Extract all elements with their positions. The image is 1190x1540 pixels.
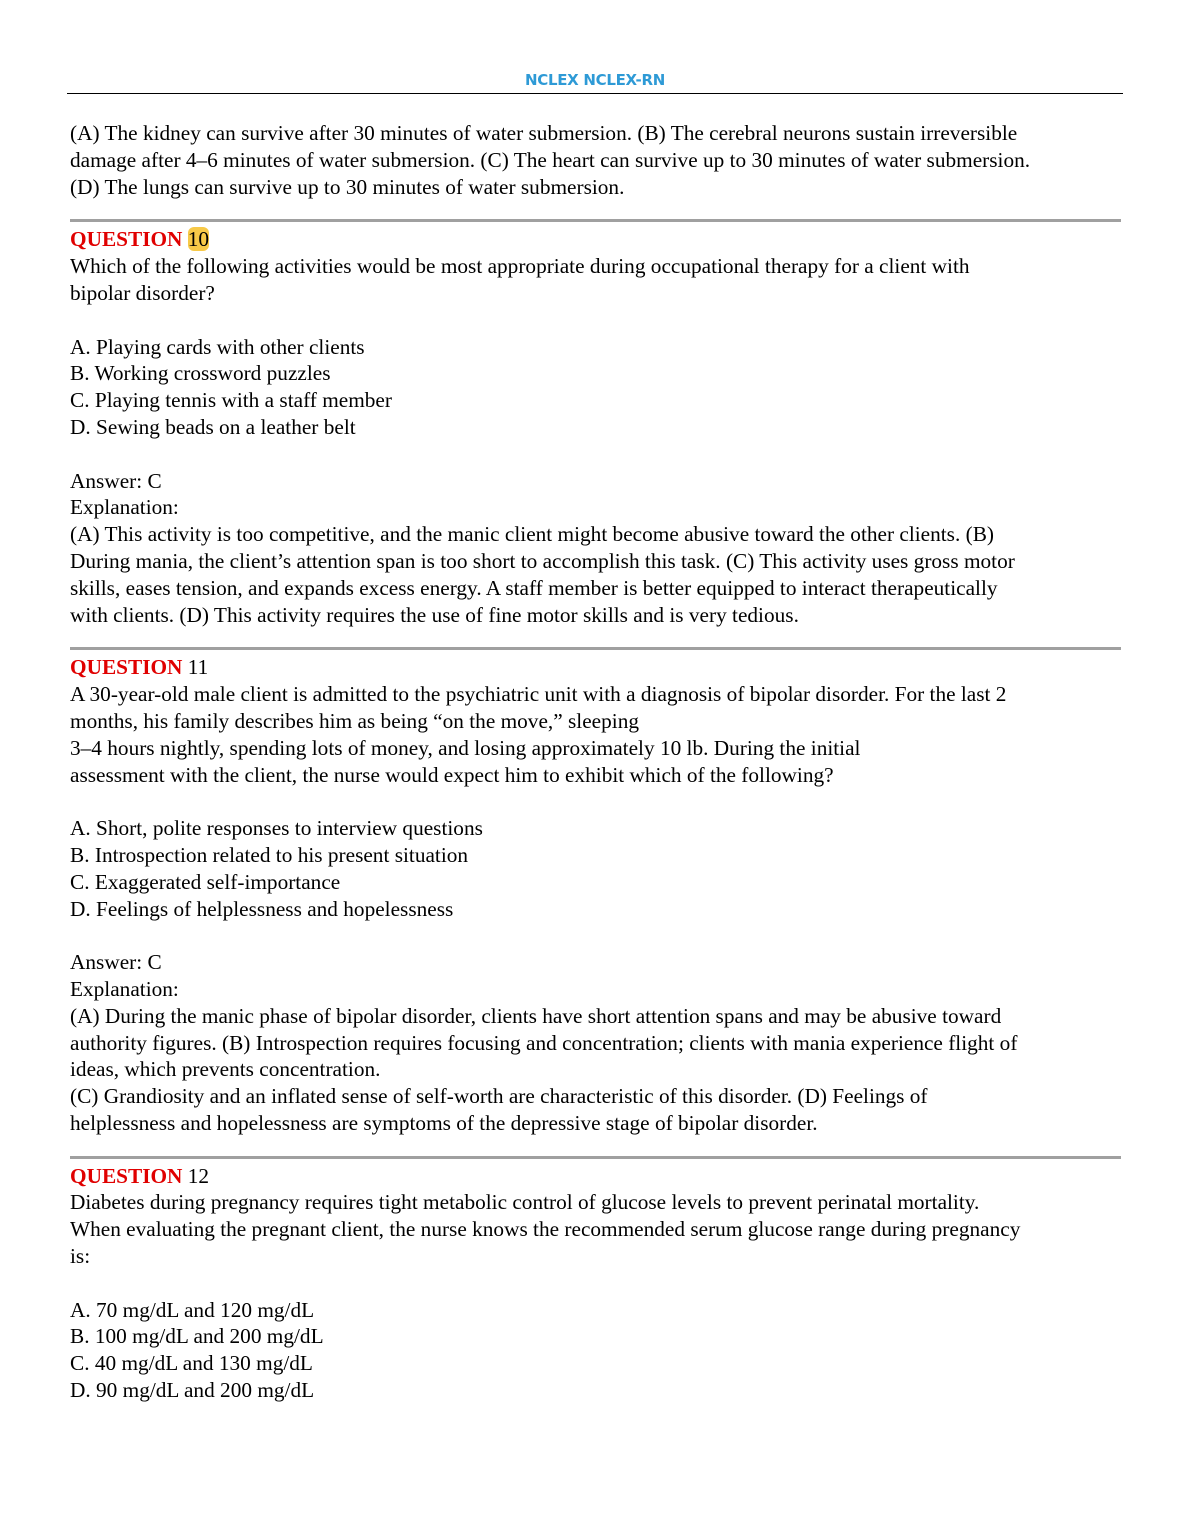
explanation-line: (C) Grandiosity and an inflated sense of self-worth are characteristic of this disorder. (D) Feelings of: [70, 1084, 928, 1109]
explanation-line: with clients. (D) This activity requires the use of fine motor skills and is very tedious.: [70, 602, 799, 627]
explanation-line: ideas, which prevents concentration.: [70, 1057, 381, 1082]
answer-option-line: A. Playing cards with other clients: [70, 334, 365, 359]
answer-option-line: B. Working crossword puzzles: [70, 361, 331, 386]
answer-option-line: B. 100 mg/dL and 200 mg/dL: [70, 1324, 324, 1349]
question-title: [70, 1163, 1150, 1190]
question-text-line: assessment with the client, the nurse would expect him to exhibit which of the following?: [70, 762, 834, 787]
question-label: QUESTION: [70, 655, 183, 680]
question-text-line: When evaluating the pregnant client, the nurse knows the recommended serum glucose range during pregnancy: [70, 1217, 1021, 1242]
explanation-line: authority figures. (B) Introspection requires focusing and concentration; clients with mania experience flight of: [70, 1030, 1018, 1055]
explanation-line: During mania, the client’s attention span is too short to accomplish this task. (C) This activity uses gross motor: [70, 548, 1015, 573]
question-text: [70, 1189, 1150, 1269]
section-divider: [70, 1156, 1121, 1159]
question-label: QUESTION: [70, 1163, 183, 1188]
explanation-line: (D) The lungs can survive up to 30 minutes of water submersion.: [70, 174, 625, 199]
question-text-line: A 30-year-old male client is admitted to the psychiatric unit with a diagnosis of bipolar disorder. For the last 2: [70, 682, 1007, 707]
explanation-label: Explanation:: [70, 495, 179, 520]
explanation-line: (A) The kidney can survive after 30 minutes of water submersion. (B) The cerebral neurons sustain irreversible: [70, 121, 1018, 145]
answer-block: [70, 949, 1150, 1137]
question-label: QUESTION: [70, 227, 183, 252]
answer-option: [70, 815, 1150, 922]
answer-option: [70, 334, 1150, 441]
explanation-line: skills, eases tension, and expands excess energy. A staff member is better equipped to interact therapeutically: [70, 575, 998, 600]
explanation-label: Explanation:: [70, 976, 179, 1001]
answer-option-line: C. Exaggerated self-importance: [70, 869, 341, 894]
document-body: [70, 120, 1150, 1404]
section-divider: [70, 647, 1121, 650]
explanation-line: (A) During the manic phase of bipolar disorder, clients have short attention spans and may be abusive toward: [70, 1003, 1002, 1028]
answer-key: Answer: C: [70, 468, 162, 493]
question-number: 10: [187, 227, 210, 252]
answer-option-line: D. Sewing beads on a leather belt: [70, 414, 356, 439]
question-title: [70, 226, 1150, 253]
question-title: [70, 654, 1150, 681]
answer-key: Answer: C: [70, 950, 162, 975]
explanation-line: helplessness and hopelessness are symptoms of the depressive stage of bipolar disorder.: [70, 1110, 818, 1135]
answer-option-line: D. Feelings of helplessness and hopelessness: [70, 896, 454, 921]
header-rule: [67, 93, 1123, 94]
section-divider: [70, 219, 1121, 222]
question-text-line: is:: [70, 1244, 91, 1269]
document-header: NCLEX NCLEX-RN: [525, 71, 665, 89]
explanation: [70, 120, 1150, 200]
question-text: [70, 253, 1150, 307]
explanation-line: (A) This activity is too competitive, and the manic client might become abusive toward the other clients. (B): [70, 522, 995, 547]
question-number: 12: [187, 1163, 210, 1188]
answer-option-line: A. Short, polite responses to interview questions: [70, 816, 483, 841]
answer-block: [70, 468, 1150, 629]
answer-option-line: B. Introspection related to his present situation: [70, 842, 469, 867]
question-text-line: Diabetes during pregnancy requires tight metabolic control of glucose levels to prevent perinatal mortality.: [70, 1190, 980, 1215]
question-text-line: Which of the following activities would be most appropriate during occupational therapy for a client with: [70, 254, 970, 279]
explanation: [70, 521, 1150, 628]
question-text-line: months, his family describes him as being “on the move,” sleeping: [70, 708, 639, 733]
answer-option-line: C. Playing tennis with a staff member: [70, 388, 392, 413]
question-text-line: bipolar disorder?: [70, 280, 215, 305]
question-text-line: 3–4 hours nightly, spending lots of money, and losing approximately 10 lb. During the initial: [70, 735, 861, 760]
explanation: [70, 1003, 1150, 1137]
answer-option-line: A. 70 mg/dL and 120 mg/dL: [70, 1297, 315, 1322]
question-number: 11: [187, 655, 209, 680]
explanation-line: damage after 4–6 minutes of water submersion. (C) The heart can survive up to 30 minutes of water submersion.: [70, 147, 1031, 172]
answer-option: [70, 1297, 1150, 1404]
question-text: [70, 681, 1150, 788]
answer-option-line: C. 40 mg/dL and 130 mg/dL: [70, 1351, 313, 1376]
answer-option-line: D. 90 mg/dL and 200 mg/dL: [70, 1378, 315, 1403]
